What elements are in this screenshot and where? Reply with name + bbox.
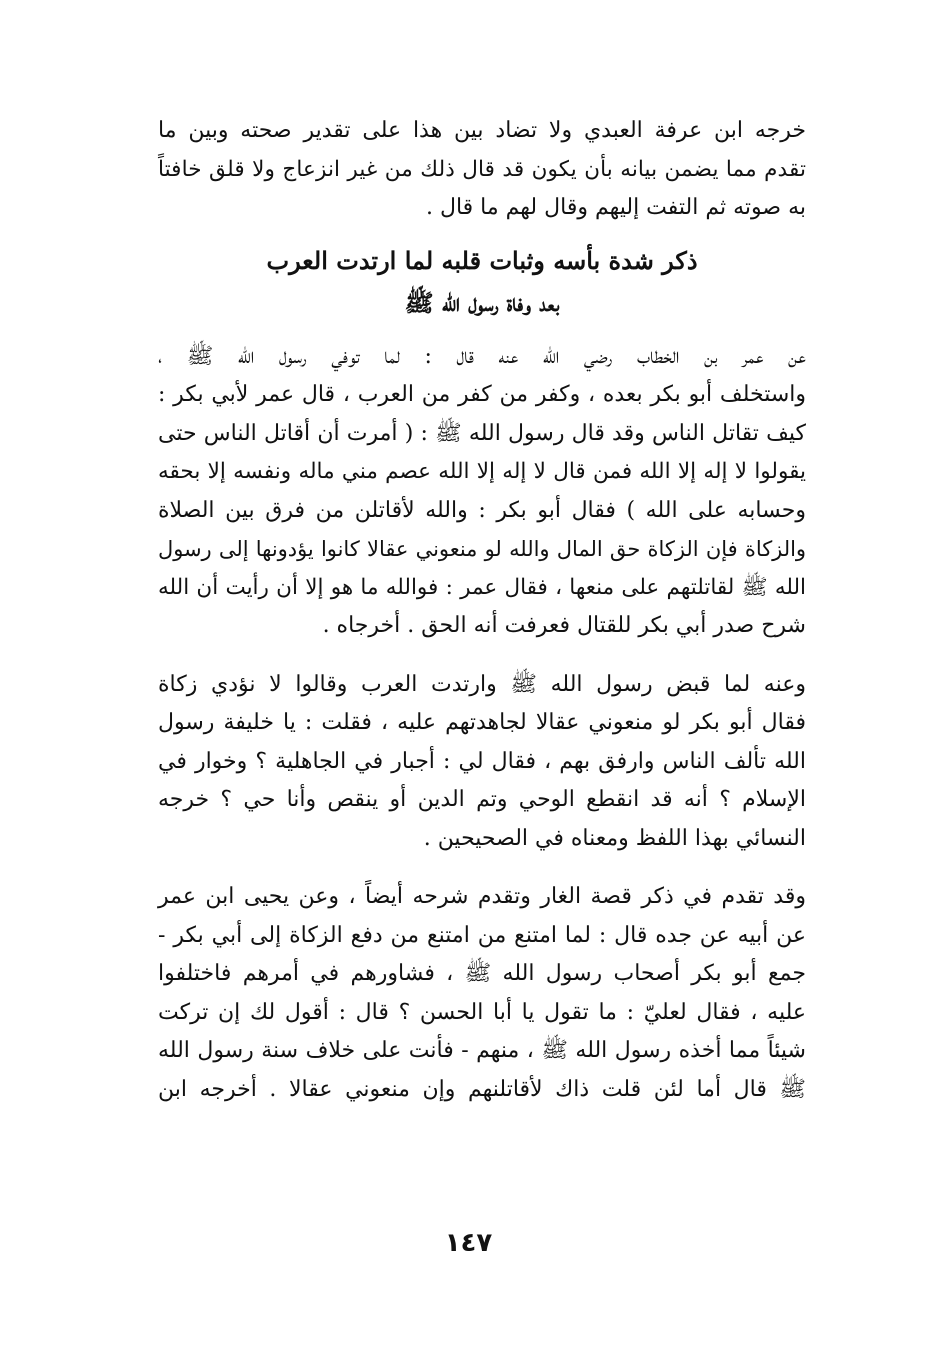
text-line: يقولوا لا إله إلا الله فمن قال لا إله إلا الله عصم مني ماله ونفسه إلا بحقه — [158, 459, 806, 484]
text-line: النسائي بهذا اللفظ ومعناه في الصحيحين . — [423, 825, 806, 851]
text-line: واستخلف أبو بكر بعده ، وكفر من كفر من العرب ، قال عمر لأبي بكر : — [158, 382, 806, 407]
page-number: ١٤٧ — [444, 1228, 493, 1258]
text-line: وقد تقدم في ذكر قصة الغار وتقدم شرحه أيضاً ، وعن يحيى ابن عمر — [158, 884, 806, 909]
paragraph-1 — [158, 338, 806, 646]
text-line: شرح صدر أبي بكر للقتال فعرفت أنه الحق . أخرجاه . — [322, 613, 806, 638]
paragraph-3 — [158, 878, 806, 1109]
text-line: عليه ، فقال لعليّ : ما تقول يا أبا الحسن ؟ قال : أقول لك إن تركت — [158, 999, 806, 1025]
text-line: الله تألف الناس وارفق بهم ، فقال لي : أجبار في الجاهلية ؟ وخوار في — [158, 748, 806, 774]
text-line: كيف تقاتل الناس وقد قال رسول الله ﷺ : ( أمرت أن أقاتل الناس حتى — [158, 420, 806, 446]
text-line: والزكاة فإن الزكاة حق المال والله لو منعوني عقالا كانوا يؤدونها إلى رسول — [158, 537, 806, 561]
text-line: وعنه لما قبض رسول الله ﷺ وارتدت العرب وقالوا لا نؤدي زكاة — [158, 671, 806, 697]
text-line: الله ﷺ لقاتلتهم على منعها ، فقال عمر : فوالله ما هو إلا أن رأيت أن الله — [158, 574, 806, 600]
section-heading-line-1: ذكر شدة بأسه وثبات قلبه لما ارتدت العرب — [266, 245, 698, 275]
section-heading — [158, 240, 806, 324]
text-line: عن أبيه عن جده قال : لما امتنع من امتنع من دفع الزكاة إلى أبي بكر - — [158, 922, 806, 948]
text-line: ﷺ قال أما لئن قلت ذاك لأقاتلنهم وإن منعوني عقالا . أخرجه ابن — [158, 1076, 806, 1102]
text-line: تقدم مما يضمن بيانه بأن يكون قد قال ذلك من غير انزعاج ولا قلق خافتاً — [158, 156, 806, 182]
paragraph-intro — [158, 112, 806, 228]
text-line: به صوته ثم التفت إليهم وقال لهم ما قال . — [425, 195, 806, 220]
text-line: جمع أبو بكر أصحاب رسول الله ﷺ ، فشاورهم في أمرهم فاختلفوا — [158, 961, 806, 986]
text-line: وحسابه على الله ) فقال أبو بكر : والله لأقاتلن من فرق بين الصلاة — [158, 497, 806, 523]
text-line: عن عمر بن الخطاب رضي الله عنه قال : لما توفي رسول الله ﷺ ، — [158, 343, 806, 369]
text-line: خرجه ابن عرفة العبدي ولا تضاد بين هذا على تقدير صحته وبين ما — [158, 118, 806, 143]
section-heading-line-2: بعد وفاة رسول الله ﷺ — [404, 287, 560, 317]
paragraph-2 — [158, 666, 806, 859]
page-body — [158, 112, 806, 1109]
text-line: فقال أبو بكر لو منعوني عقالا لجاهدتهم عليه ، فقلت : يا خليفة رسول — [158, 710, 806, 735]
text-line: الإسلام ؟ أنه قد انقطع الوحي وتم الدين أو ينقص وأنا حي ؟ خرجه — [158, 787, 806, 812]
text-line: شيئاً مما أخذه رسول الله ﷺ ، منهم - فأنت على خلاف سنة رسول الله — [158, 1038, 806, 1063]
